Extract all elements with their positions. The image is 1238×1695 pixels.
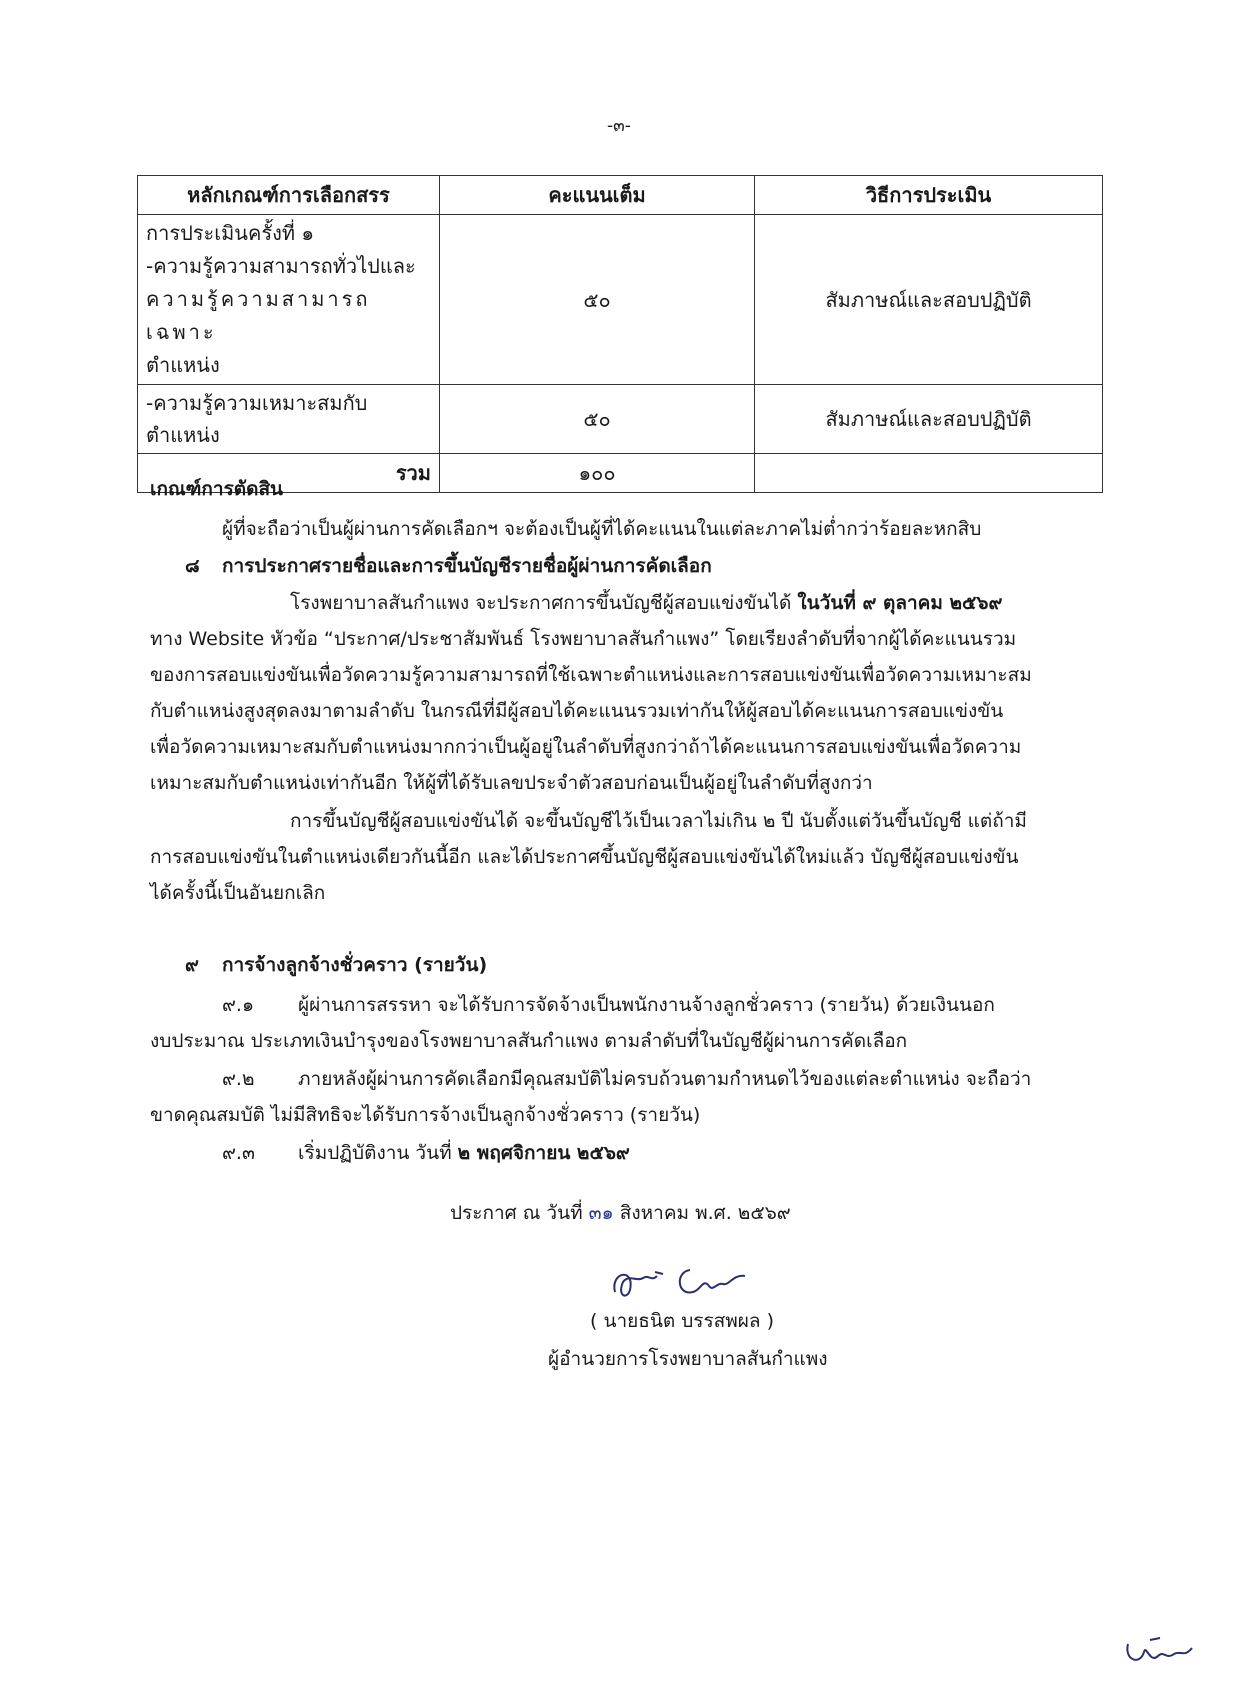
section8-p1-line: ของการสอบแข่งขันเพื่อวัดความรู้ความสามารถที่ใช้เฉพาะตำแหน่งและการสอบแข่งขันเพื่อวัดความเหมาะสม <box>150 664 1032 686</box>
row1-criteria <box>138 215 440 385</box>
criteria-heading: เกณฑ์การตัดสิน <box>150 478 284 500</box>
announce-prefix: ประกาศ ณ วันที่ <box>450 1202 583 1224</box>
criteria-table <box>137 175 1103 493</box>
row1-method: สัมภาษณ์และสอบปฏิบัติ <box>755 215 1103 385</box>
announce-suffix: สิงหาคม พ.ศ. ๒๕๖๙ <box>619 1202 791 1224</box>
row1-line: ตำแหน่ง <box>146 353 220 377</box>
announce-day: ๓๑ <box>588 1202 614 1224</box>
row1-score: ๕๐ <box>439 215 754 385</box>
section8-p1-line1 <box>290 588 1002 618</box>
s93-text: เริ่มปฏิบัติงาน วันที่ <box>298 1142 452 1164</box>
section8-p2-line: การสอบแข่งขันในตำแหน่งเดียวกันนี้อีก และได้ประกาศขึ้นบัญชีผู้สอบแข่งขันได้ใหม่แล้ว บัญชีผู้สอบแข่งขัน <box>150 846 1019 868</box>
section8-p2-line: ได้ครั้งนี้เป็นอันยกเลิก <box>150 882 326 904</box>
section8-p1-line: เพื่อวัดความเหมาะสมกับตำแหน่งมากกว่าเป็นผู้อยู่ในลำดับที่สูงกว่าถ้าได้คะแนนการสอบแข่งขันเพื่อวัดความ <box>150 736 1022 758</box>
page-number: -๓- <box>607 116 631 136</box>
section8-p1-line: เหมาะสมกับตำแหน่งเท่ากันอีก ให้ผู้ที่ได้รับเลขประจำตัวสอบก่อนเป็นผู้อยู่ในลำดับที่สูงกว่า <box>150 772 873 794</box>
row1-line: การประเมินครั้งที่ ๑ <box>146 221 315 245</box>
row2-criteria: -ความรู้ความเหมาะสมกับตำแหน่ง <box>138 385 440 454</box>
signature <box>605 1252 775 1308</box>
row1-line: ความรู้ความสามารถเฉพาะ <box>146 287 371 344</box>
section9-heading: การจ้างลูกจ้างชั่วคราว (รายวัน) <box>222 954 488 976</box>
section8-p1-line: ทาง Website หัวข้อ “ประกาศ/ประชาสัมพันธ์ โรงพยาบาลสันกำแพง” โดยเรียงลำดับที่จากผู้ได้คะแนนรวม <box>150 628 1017 650</box>
section8-p1-line: กับตำแหน่งสูงสุดลงมาตามลำดับ ในกรณีที่มีผู้สอบได้คะแนนรวมเท่ากันให้ผู้สอบได้คะแนนการสอบแข่งขัน <box>150 700 1004 722</box>
signer-title: ผู้อำนวยการโรงพยาบาลสันกำแพง <box>548 1348 828 1370</box>
section8-p1-start: โรงพยาบาลสันกำแพง จะประกาศการขึ้นบัญชีผู้สอบแข่งขันได้ <box>290 592 792 614</box>
s91-number: ๙.๑ <box>222 994 255 1016</box>
s92-line2: ขาดคุณสมบัติ ไม่มีสิทธิจะได้รับการจ้างเป็นลูกจ้างชั่วคราว (รายวัน) <box>150 1104 701 1126</box>
section8-p2-line: การขึ้นบัญชีผู้สอบแข่งขันได้ จะขึ้นบัญชีไว้เป็นเวลาไม่เกิน ๒ ปี นับตั้งแต่วันขึ้นบัญชี แต่ถ้ามี <box>290 810 1027 832</box>
s93-date: ๒ พฤศจิกายน ๒๕๖๙ <box>457 1142 630 1164</box>
total-method-empty <box>755 454 1103 493</box>
table-row <box>138 215 1103 385</box>
header-method: วิธีการประเมิน <box>755 176 1103 215</box>
row1-line: -ความรู้ความสามารถทั่วไปและ <box>146 254 416 278</box>
section8-number: ๘ <box>185 555 200 577</box>
header-criteria: หลักเกณฑ์การเลือกสรร <box>138 176 440 215</box>
table-header-row <box>138 176 1103 215</box>
table-row <box>138 385 1103 454</box>
row2-score: ๕๐ <box>439 385 754 454</box>
s91-line2: งบประมาณ ประเภทเงินบำรุงของโรงพยาบาลสันกำแพง ตามลำดับที่ในบัญชีผู้ผ่านการคัดเลือก <box>150 1030 908 1052</box>
signer-name: ( นายธนิต บรรสพผล ) <box>590 1310 775 1332</box>
initials-mark <box>1120 1630 1200 1674</box>
s93-number: ๙.๓ <box>222 1142 255 1164</box>
section8-heading: การประกาศรายชื่อและการขึ้นบัญชีรายชื่อผู้ผ่านการคัดเลือก <box>222 555 712 577</box>
section8-p1-date: ในวันที่ ๙ ตุลาคม ๒๕๖๙ <box>797 592 1003 614</box>
s91-line1: ผู้ผ่านการสรรหา จะได้รับการจัดจ้างเป็นพนักงานจ้างลูกชั่วคราว (รายวัน) ด้วยเงินนอก <box>298 994 995 1016</box>
criteria-text: ผู้ที่จะถือว่าเป็นผู้ผ่านการคัดเลือกฯ จะต้องเป็นผู้ที่ได้คะแนนในแต่ละภาคไม่ต่ำกว่าร้อยละหกสิบ <box>222 518 982 540</box>
section9-number: ๙ <box>185 954 199 976</box>
s93-line <box>298 1138 630 1168</box>
row2-method: สัมภาษณ์และสอบปฏิบัติ <box>755 385 1103 454</box>
s92-line1: ภายหลังผู้ผ่านการคัดเลือกมีคุณสมบัติไม่ครบถ้วนตามกำหนดไว้ของแต่ละตำแหน่ง จะถือว่า <box>298 1068 1032 1090</box>
header-full-score: คะแนนเต็ม <box>439 176 754 215</box>
total-label: รวม <box>138 454 440 493</box>
total-score: ๑๐๐ <box>439 454 754 493</box>
s92-number: ๙.๒ <box>222 1068 255 1090</box>
announce-date <box>450 1198 791 1228</box>
